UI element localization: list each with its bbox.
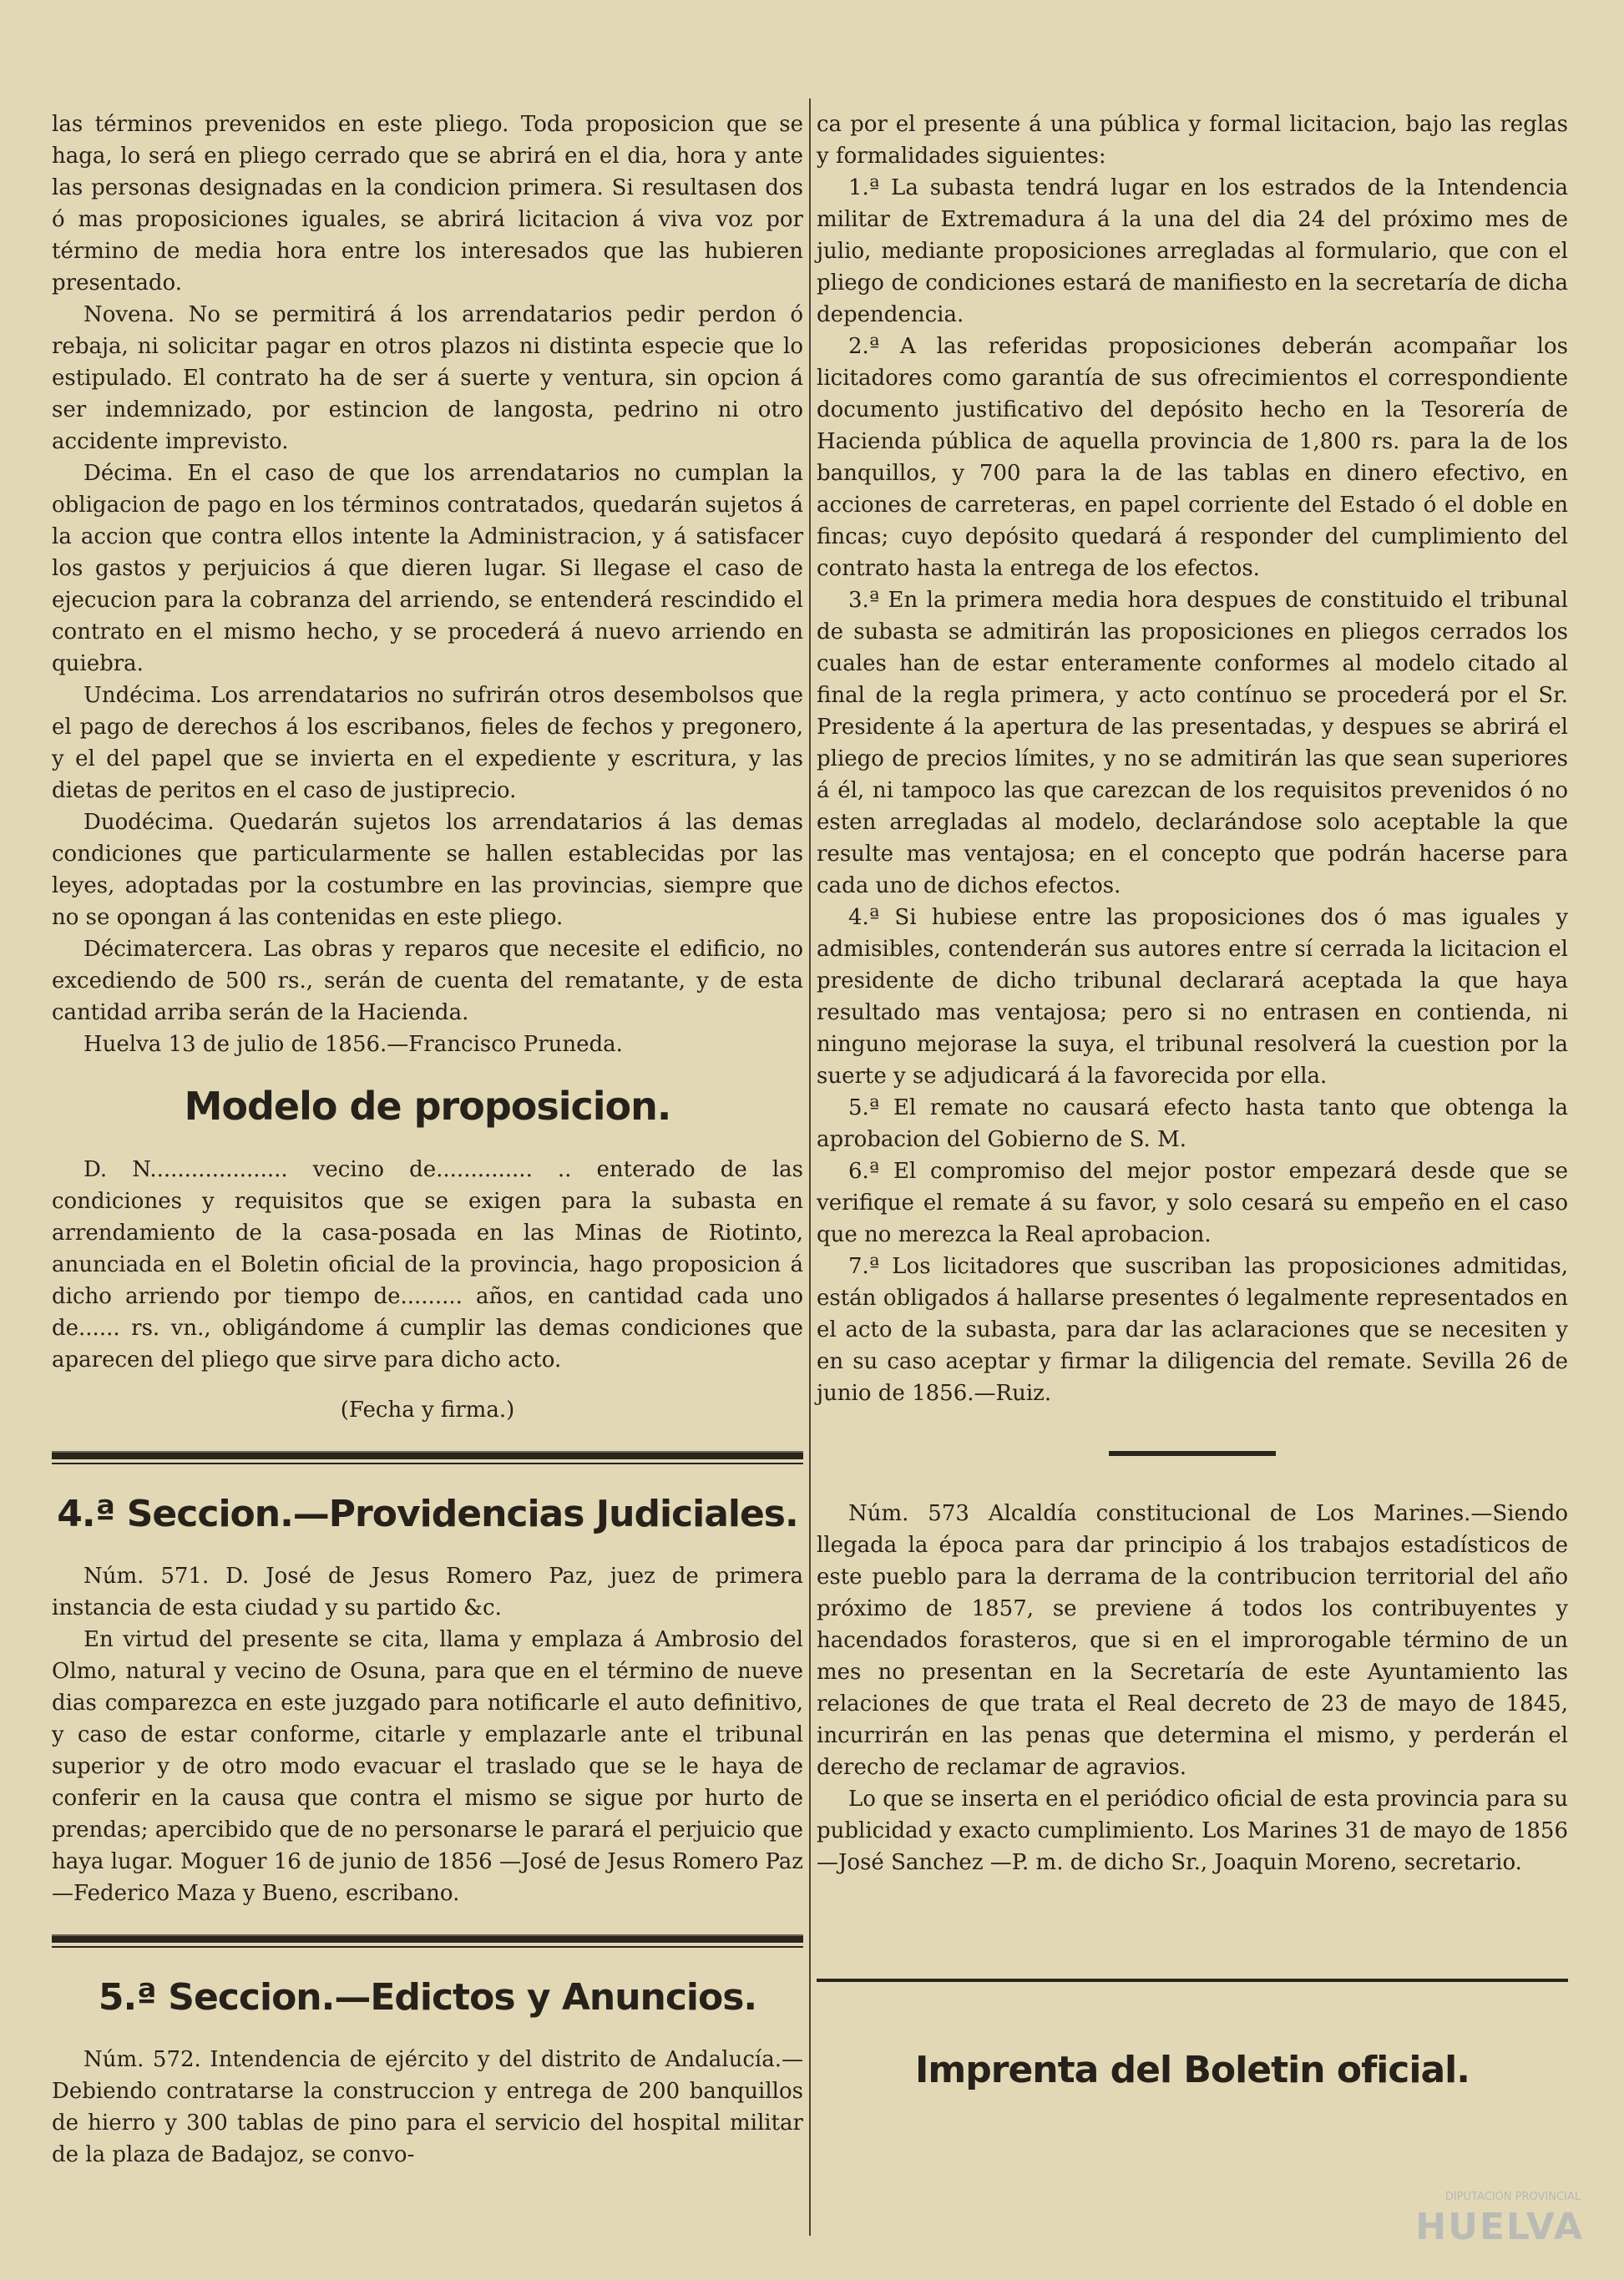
paragraph: Décimatercera. Las obras y reparos que necesite el edificio, no excediendo de 500 rs., serán de cuenta del rematante, y de esta cantidad arriba serán de la Hacienda. — [52, 937, 803, 1025]
rule-6: 6.ª El compromiso del mejor postor empezará desde que se verifique el remate á su favor, y solo cesará su empeño en el caso que no merezca la Real aprobacion. — [817, 1159, 1568, 1247]
archive-stamp: HUELVA — [1415, 2206, 1584, 2248]
paragraph: Duodécima. Quedarán sujetos los arrendatarios á las demas condiciones que particularmente se hallen establecidas por las leyes, adoptadas por la costumbre en las provincias, siempre que no se opongan á las contenidas en este pliego. — [52, 810, 803, 930]
paragraph: las términos prevenidos en este pliego. Toda proposicion que se haga, lo será en pliego cerrado que se abrirá en el dia, hora y ante las personas designadas en la condicion primera. Si resultasen dos ó mas proposiciones iguales, se abrirá licitacion á viva voz por término de media hora entre los interesados que las hubieren presentado. — [52, 112, 803, 296]
modelo-text: D. N.................... vecino de.............. .. enterado de las condiciones y requisitos que se exigen para la subasta en arrendamiento de la casa-posada en las Minas de Riotinto, anunciada en el Boletin oficial de la provincia, hago proposicion á dicho arriendo por tiempo de......... años, en cantidad cada uno de...... rs. vn., obligándome á cumplir las demas condiciones que aparecen del pliego que sirve para dicho acto. — [52, 1157, 803, 1373]
notice-571-body: En virtud del presente se cita, llama y emplaza á Ambrosio del Olmo, natural y vecino de Osuna, para que en el término de nueve dias comparezca en este juzgado para notificarle el auto definitivo, y caso de estar conforme, citarle y emplazarle ante el tribunal superior y de otro modo evacuar el traslado que se le haya de conferir en la causa que contra el mismo se sigue por hurto de prendas; apercibido que de no personarse le parará el perjuicio que haya lugar. Moguer 16 de junio de 1856 —José de Jesus Romero Paz —Federico Maza y Bueno, escribano. — [52, 1627, 803, 1906]
firma-note: (Fecha y firma.) — [340, 1398, 515, 1423]
section-divider — [52, 1451, 803, 1464]
footer-divider — [817, 1979, 1568, 1982]
paragraph: Novena. No se permitirá á los arrendatarios pedir perdon ó rebaja, ni solicitar pagar en otros plazos ni distinta especie que lo estipulado. El contrato ha de ser á suerte y ventura, sin opcion á ser indemnizado, por estincion de langosta, pedrino ni otro accidente imprevisto. — [52, 302, 803, 454]
section-4-title: 4.ª Seccion.—Providencias Judiciales. — [57, 1493, 798, 1535]
rule-1: 1.ª La subasta tendrá lugar en los estrados de la Intendencia militar de Extremadura á la una del dia 24 del próximo mes de julio, mediante proposiciones arregladas al formulario, que con el pliego de condiciones estará de manifiesto en la secretaría de dicha dependencia. — [817, 175, 1568, 327]
rule-2: 2.ª A las referidas proposiciones deberán acompañar los licitadores como garantía de sus ofrecimientos el correspondiente documento justificativo del depósito hecho en la Tesorería de Hacienda pública de aquella provincia de 1,800 rs. para la de los banquillos, y 700 para la de las tablas en dinero efectivo, en acciones de carreteras, en papel corriente del Estado ó el doble en fincas; cuyo depósito quedará á responder del cumplimiento del contrato hasta la entrega de los efectos. — [817, 334, 1568, 581]
right-column — [817, 109, 1568, 2091]
section-divider — [52, 1934, 803, 1948]
rule-7: 7.ª Los licitadores que suscriban las proposiciones admitidas, están obligados á hallarse presentes ó legalmente representados en el acto de la subasta, para dar las aclaraciones que se necesiten y en su caso aceptar y firmar la diligencia del remate. Sevilla 26 de junio de 1856.—Ruiz. — [817, 1254, 1568, 1406]
short-divider — [1109, 1451, 1276, 1456]
notice-572: Núm. 572. Intendencia de ejército y del distrito de Andalucía.—Debiendo contratarse la construccion y entrega de 200 banquillos de hierro y 300 tablas de pino para el servicio del hospital militar de la plaza de Badajoz, se convo- — [52, 2047, 803, 2167]
rule-5: 5.ª El remate no causará efecto hasta tanto que obtenga la aprobacion del Gobierno de S. M. — [817, 1095, 1568, 1152]
signature-line: Huelva 13 de julio de 1856.—Francisco Pruneda. — [83, 1032, 623, 1057]
archive-stamp-subtitle: DIPUTACIÓN PROVINCIAL — [1444, 2191, 1581, 2203]
notice-573: Núm. 573 Alcaldía constitucional de Los Marines.—Siendo llegada la época para dar principio á los trabajos estadísticos de este pueblo para la derrama de la contribucion territorial del año próximo de 1857, se previene á todos los contribuyentes y hacendados forasteros, que si en el improrogable término de un mes no presentan en la Secretaría de este Ayuntamiento las relaciones de que trata el Real decreto de 23 de mayo de 1845, incurrirán en las penas que determina el mismo, y perderán el derecho de reclamar de agravios. — [817, 1501, 1568, 1780]
column-divider — [809, 99, 811, 2236]
rule-3: 3.ª En la primera media hora despues de constituido el tribunal de subasta se admitirán las proposiciones en pliegos cerrados los cuales han de estar enteramente conformes al modelo citado al final de la regla primera, y acto contínuo se procederá por el Sr. Presidente á la apertura de las presentadas, y despues se abrirá el pliego de precios límites, y no se admitirán las que sean superiores á él, ni tampoco las que carezcan de los requisitos prevenidos ó no esten arregladas al modelo, declarándose solo aceptable la que resulte mas ventajosa; en el concepto que podrán hacerse para cada uno de dichos efectos. — [817, 588, 1568, 898]
left-column — [52, 109, 803, 2171]
modelo-title: Modelo de proposicion. — [184, 1084, 671, 1129]
paragraph: Décima. En el caso de que los arrendatarios no cumplan la obligacion de pago en los términos contratados, quedarán sujetos á la accion que contra ellos intente la Administracion, y á satisfacer los gastos y perjuicios á que dieren lugar. Si llegase el caso de ejecucion para la cobranza del arriendo, se entenderá rescindido el contrato en el mismo hecho, y se procederá á nuevo arriendo en quiebra. — [52, 461, 803, 676]
paragraph: Undécima. Los arrendatarios no sufrirán otros desembolsos que el pago de derechos á los escribanos, fieles de fechos y pregonero, y el del papel que se invierta en el expediente y escritura, y las dietas de peritos en el caso de justiprecio. — [52, 683, 803, 803]
notice-571-head: Núm. 571. D. José de Jesus Romero Paz, juez de primera instancia de esta ciudad y su partido &c. — [52, 1564, 803, 1620]
notice-573-closing: Lo que se inserta en el periódico oficial de esta provincia para su publicidad y exacto cumplimiento. Los Marines 31 de mayo de 1856 —José Sanchez —P. m. de dicho Sr., Joaquin Moreno, secretario. — [817, 1787, 1568, 1875]
section-5-title: 5.ª Seccion.—Edictos y Anuncios. — [98, 1976, 757, 2019]
imprenta-footer: Imprenta del Boletin oficial. — [915, 2049, 1470, 2091]
rule-4: 4.ª Si hubiese entre las proposiciones dos ó mas iguales y admisibles, contenderán sus autores entre sí cerrada la licitacion el presidente de dicho tribunal declarará aceptada la que haya resultado mas ventajosa; pero si no entrasen en contienda, ni ninguno mejorase la suya, el tribunal resolverá la cuestion por la suerte y se adjudicará á la favorecida por ella. — [817, 905, 1568, 1089]
paragraph: ca por el presente á una pública y formal licitacion, bajo las reglas y formalidades siguientes: — [817, 112, 1568, 169]
